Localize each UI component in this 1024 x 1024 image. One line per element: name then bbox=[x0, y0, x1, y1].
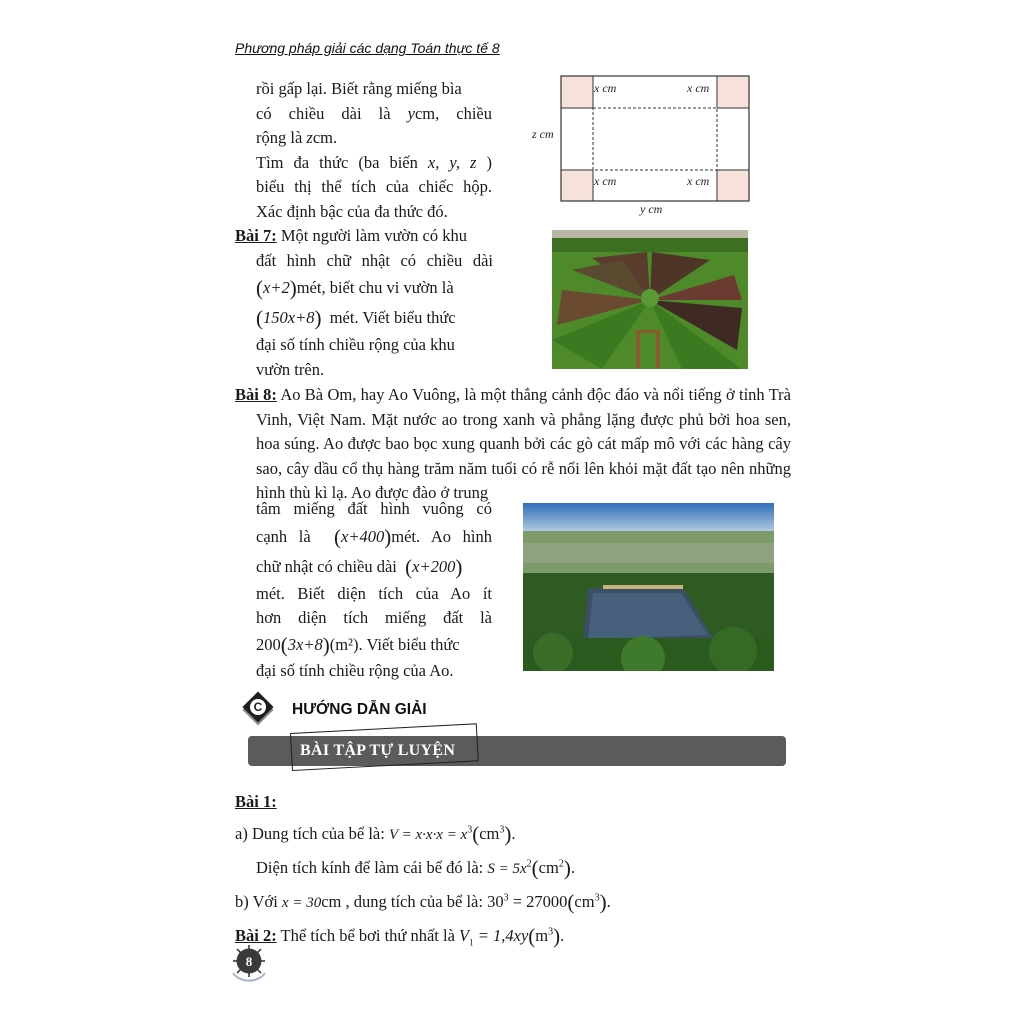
paren: ( bbox=[256, 276, 263, 300]
text: Thể tích bể bơi thứ nhất là bbox=[280, 925, 455, 945]
text-line: tâm miếng đất hình vuông có bbox=[256, 499, 492, 518]
text-line: mét. Biết diện tích của Ao ít bbox=[256, 583, 492, 603]
pond-illustration bbox=[523, 503, 774, 671]
text: mét, biết chu vi vườn là bbox=[296, 278, 454, 297]
problem-8-intro bbox=[235, 383, 791, 506]
solution-label: Bài 2: bbox=[235, 925, 277, 945]
text-line: Xác định bậc của đa thức đó. bbox=[256, 201, 448, 221]
exercise-banner-title: BÀI TẬP TỰ LUYỆN bbox=[300, 742, 456, 759]
text-line: vườn trên. bbox=[256, 359, 325, 379]
section-c-diamond-icon bbox=[242, 694, 280, 726]
corner-label: x cm bbox=[594, 81, 617, 95]
text: mét. Ao hình bbox=[391, 526, 493, 546]
text: có chiều dài là bbox=[256, 103, 391, 123]
text-line: biểu thị thể tích của chiếc hộp. bbox=[256, 177, 492, 196]
text-line: đại số tính chiều rộng của khu bbox=[256, 335, 455, 354]
text: (m²). Viết biểu thức bbox=[329, 634, 460, 654]
paren: ) bbox=[314, 306, 322, 330]
problem6-continuation bbox=[256, 77, 492, 224]
pond-aerial-photo bbox=[523, 503, 774, 671]
garden-photo bbox=[552, 230, 748, 369]
problem-label: Bài 7: bbox=[235, 226, 277, 245]
corner-square bbox=[561, 76, 593, 108]
solutions bbox=[235, 790, 795, 951]
box-net-diagram bbox=[530, 72, 755, 220]
text-paragraph bbox=[235, 383, 791, 506]
text: cm. bbox=[312, 128, 338, 147]
fold-rect bbox=[593, 108, 717, 170]
solution-1a-area: Diện tích kính để làm cái bể đó là: $S = 5x^2(cm^2)$. bbox=[256, 855, 575, 880]
exponent: 2 bbox=[526, 858, 532, 869]
exponent: 3 bbox=[467, 824, 473, 835]
math-expr: 200 bbox=[256, 634, 281, 654]
unit: cm bbox=[574, 891, 595, 911]
text-line: đại số tính chiều rộng của Ao. bbox=[256, 660, 454, 680]
paren: ) bbox=[289, 276, 297, 300]
math-var: x, y, z bbox=[427, 152, 477, 172]
text-line: chữ nhật có chiều dài (x+200) bbox=[256, 554, 463, 579]
problem-7 bbox=[235, 224, 493, 382]
text: cm, chiều bbox=[414, 103, 493, 123]
running-title: Phương pháp giải các dạng Toán thực tế 8 bbox=[235, 40, 500, 56]
text: ) bbox=[486, 152, 492, 172]
text-line bbox=[235, 224, 493, 249]
text-line bbox=[235, 273, 493, 303]
bottom-label: y cm bbox=[640, 202, 663, 216]
text-line bbox=[235, 790, 795, 815]
solution-label: Bài 1: bbox=[235, 792, 277, 811]
solution-1a: a) Dung tích của bể là: $V = x\cdot x\cdot x = x^3(cm^3)$. bbox=[235, 821, 516, 846]
exponent: 3 bbox=[594, 892, 600, 903]
exponent: 3 bbox=[548, 926, 554, 937]
unit: cm bbox=[538, 857, 559, 877]
paren: ( bbox=[256, 306, 263, 330]
side-label: z cm bbox=[532, 127, 554, 141]
text-line: rồi gấp lại. Biết rằng miếng bìa bbox=[256, 79, 462, 98]
text: Một người làm vườn có khu bbox=[280, 226, 467, 245]
math-var: V bbox=[459, 925, 470, 945]
text-line bbox=[256, 126, 492, 151]
math-var: z bbox=[306, 128, 313, 147]
text: chữ nhật có chiều dài bbox=[256, 556, 397, 576]
text: mét. Viết biểu thức bbox=[329, 308, 456, 327]
text-line bbox=[256, 151, 492, 176]
math-expr: S = 5x bbox=[487, 860, 527, 877]
unit: cm bbox=[479, 823, 500, 843]
text-line bbox=[235, 303, 493, 333]
text-line: 200(3x+8)(m²). Viết biểu thức bbox=[256, 632, 460, 657]
math-expr: 3x+8 bbox=[287, 634, 323, 654]
text-line: đất hình chữ nhật có chiều dài bbox=[256, 250, 493, 270]
text: b) Với bbox=[235, 891, 278, 911]
solution-2: Bài 2: Thể tích bể bơi thứ nhất là $V_1 = 1,4xy(m^3)$. bbox=[235, 923, 565, 948]
text: cm , dung tích của bể là: bbox=[321, 891, 483, 911]
exponent: 2 bbox=[558, 858, 564, 869]
math-group: (x+400) bbox=[334, 524, 392, 549]
text: a) Dung tích của bể là: bbox=[235, 823, 385, 843]
solution-1b: b) Với x = 30cm , dung tích của bể là: $30^3 = 27000(cm^3)$. bbox=[235, 889, 611, 914]
corner-label: x cm bbox=[687, 81, 710, 95]
corner-square bbox=[717, 170, 749, 201]
exponent: 3 bbox=[499, 824, 505, 835]
text: Tìm đa thức (ba biến bbox=[256, 152, 418, 172]
math-expr: V = x·x·x = x bbox=[388, 826, 468, 843]
section-letter: C bbox=[250, 699, 266, 715]
corner-square bbox=[717, 76, 749, 108]
math-expr: x = 30 bbox=[281, 894, 322, 911]
math-expr: = 1,4xy bbox=[473, 925, 529, 945]
corner-label: x cm bbox=[594, 174, 617, 188]
corner-label: x cm bbox=[687, 174, 710, 188]
text-line bbox=[256, 522, 492, 552]
box-net-svg bbox=[530, 72, 755, 220]
math-expr: 30 bbox=[487, 891, 504, 911]
garden-illustration bbox=[552, 230, 748, 369]
page-number-badge bbox=[229, 943, 269, 989]
subscript: 1 bbox=[469, 936, 474, 947]
section-c-header bbox=[242, 694, 427, 726]
exponent: 3 bbox=[503, 892, 509, 903]
text-line: hơn diện tích miếng đất là bbox=[256, 608, 492, 627]
math-expr: x+200 bbox=[412, 556, 456, 576]
math-var: y bbox=[407, 103, 415, 123]
corner-square bbox=[561, 170, 593, 201]
text: Diện tích kính để làm cái bể đó là: bbox=[256, 857, 484, 877]
math-expr: x+2 bbox=[263, 278, 290, 297]
gear-badge-icon bbox=[229, 943, 269, 989]
math-expr: = 27000 bbox=[508, 891, 568, 911]
problem-8-continued bbox=[256, 497, 492, 683]
text-line bbox=[256, 102, 492, 127]
text: Ao Bà Om, hay Ao Vuông, là một thắng cảnh độc đáo và nổi tiếng ở tỉnh Trà Vinh, Việt Nam. Mặt nước ao trong xanh và phẳng lặng được phủ bởi hoa sen, hoa súng. Ao được bao bọc xung quanh bởi các gò cát mấp mô với các hàng cây sao, cây dầu cổ thụ hàng trăm năm tuổi có rễ nổi lên khỏi mặt đất tạo nên những hình thù kì lạ. Ao được đào ở trung bbox=[256, 385, 791, 502]
math-expr: 150x+8 bbox=[263, 308, 315, 327]
section-title: HƯỚNG DẪN GIẢI bbox=[292, 701, 427, 718]
problem-label: Bài 8: bbox=[235, 385, 277, 404]
page-number: 8 bbox=[245, 954, 253, 969]
unit: m bbox=[535, 925, 549, 945]
text: rộng là bbox=[256, 128, 303, 147]
text: cạnh là bbox=[256, 526, 311, 546]
math-expr: x+400 bbox=[341, 526, 385, 546]
